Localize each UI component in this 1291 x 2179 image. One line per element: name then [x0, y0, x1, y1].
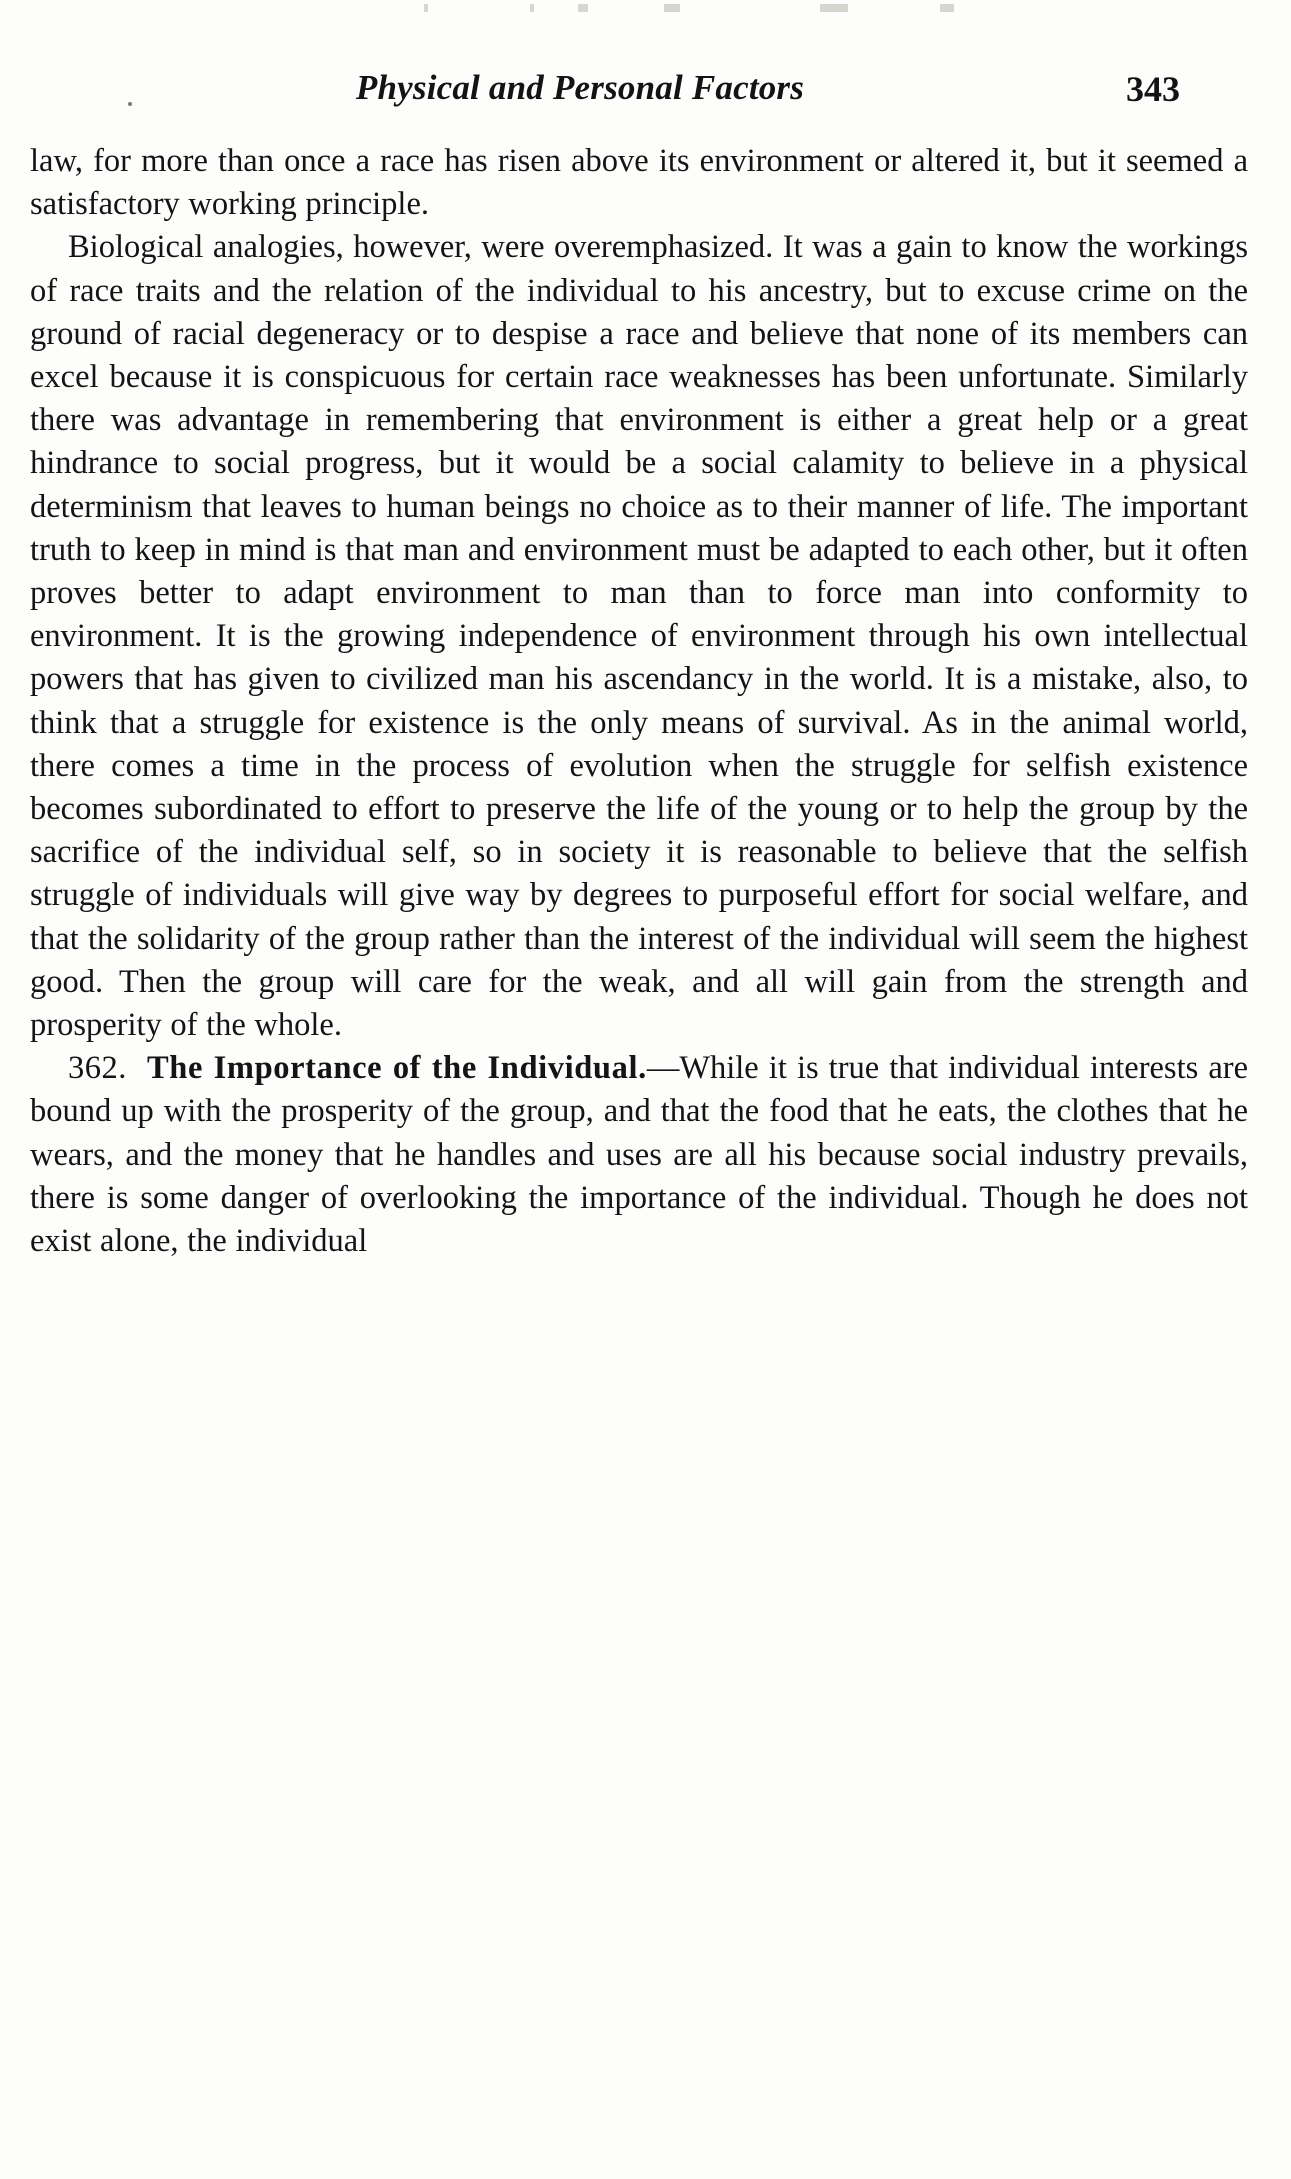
page-number: 343	[1126, 69, 1180, 109]
scan-mark	[940, 4, 954, 12]
scan-mark	[530, 4, 534, 12]
scan-mark	[820, 4, 848, 12]
section-number: 362.	[68, 1050, 127, 1087]
paragraph: Biological analogies, however, were overemphasized. It was a gain to know the workings of race traits and the relation of the individual to his ancestry, but to excuse crime on the ground of racial degeneracy or to despise a race and believe that none of its members can excel because it is conspicuous for certain race weaknesses has been unfortunate. Similarly there was advantage in remembering that environment is either a great help or a great hindrance to social progress, but it would be a social calamity to believe in a physical determinism that leaves to human beings no choice as to their manner of life. The important truth to keep in mind is that man and environment must be adapted to each other, but it often proves better to adapt environment to man than to force man into conformity to environment. It is the growing independence of environment through his own intellectual powers that has given to civilized man his ascendancy in the world. It is a mistake, also, to think that a struggle for existence is the only means of survival. As in the animal world, there comes a time in the process of evolution when the struggle for selfish existence becomes subordinated to effort to preserve the life of the young or to help the group by the sacrifice of the individual self, so in society it is reasonable to believe that the selfish struggle of individuals will give way by degrees to purposeful effort for social welfare, and that the solidarity of the group rather than the interest of the individual will seem the highest good. Then the group will care for the weak, and all will gain from the strength and prosperity of the whole.	[30, 229, 1248, 1044]
running-head-title: Physical and Personal Factors	[355, 68, 805, 107]
scan-edge-marks	[0, 0, 1291, 18]
scan-mark	[578, 4, 588, 12]
section-title: The Importance of the Individual.	[147, 1050, 647, 1087]
body-text-column	[30, 140, 1248, 1263]
scan-mark	[424, 4, 428, 12]
running-head	[120, 68, 1180, 120]
section-body: While it is true that individual interests are bound up with the prosperity of the group, and that the food that he eats, the clothes that he wears, and the money that he handles and uses are all his because social industry prevails, there is some danger of overlooking the importance of the individual. Though he does not exist alone, the individual	[30, 1050, 1249, 1260]
paragraph: law, for more than once a race has risen above its environment or altered it, but it seemed a satisfactory working principle.	[30, 143, 1248, 223]
section-dash: —	[646, 1050, 680, 1087]
scan-mark	[664, 4, 680, 12]
section-paragraph	[30, 1047, 1248, 1263]
